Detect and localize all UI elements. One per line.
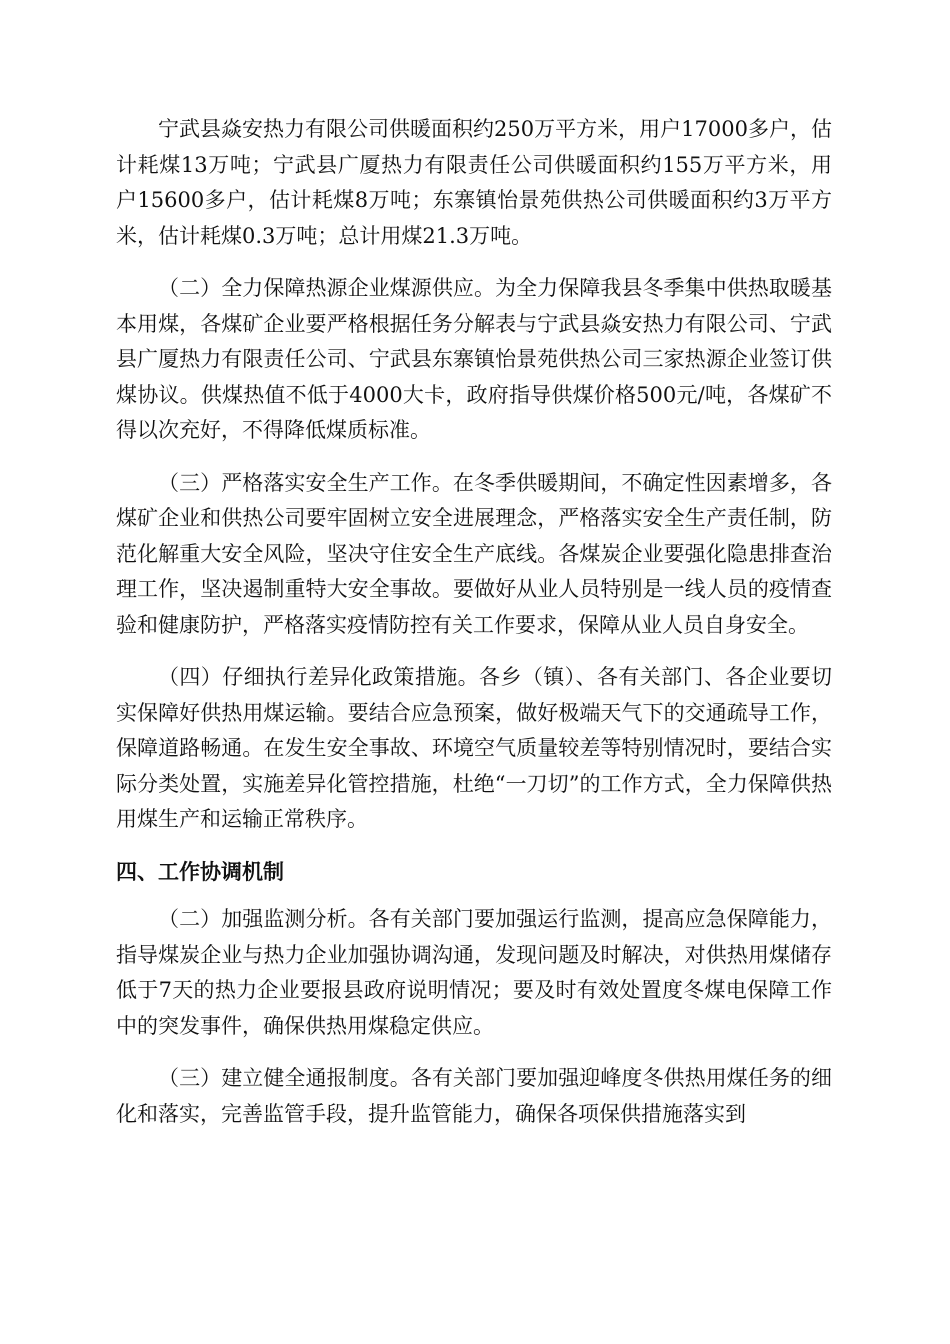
- document-body: [116, 112, 832, 1132]
- paragraph-coal-source-supply: （二）全力保障热源企业煤源供应。为全力保障我县冬季集中供热取暖基本用煤，各煤矿企业要严格根据任务分解表与宁武县焱安热力有限公司、宁武县广厦热力有限责任公司、宁武县东寨镇怡景苑供热公司三家热源企业签订供煤协议。供煤热值不低于4000大卡，政府指导供煤价格500元/吨，各煤矿不得以次充好，不得降低煤质标准。: [116, 276, 832, 442]
- paragraph-heating-coal-estimate: 宁武县焱安热力有限公司供暖面积约250万平方米，用户17000多户，估计耗煤13万吨；宁武县广厦热力有限责任公司供暖面积约155万平方米，用户15600多户，估计耗煤8万吨；东寨镇怡景苑供热公司供暖面积约3万平方米，估计耗煤0.3万吨；总计用煤21.3万吨。: [116, 117, 832, 248]
- paragraph-differentiated-policy: （四）仔细执行差异化政策措施。各乡（镇）、各有关部门、各企业要切实保障好供热用煤运输。要结合应急预案，做好极端天气下的交通疏导工作，保障道路畅通。在发生安全事故、环境空气质量较差等特别情况时，要结合实际分类处置，实施差异化管控措施，杜绝“一刀切”的工作方式，全力保障供热用煤生产和运输正常秩序。: [116, 665, 832, 831]
- section-heading-coordination: 四、工作协调机制: [116, 859, 284, 884]
- paragraph-monitoring-analysis: （二）加强监测分析。各有关部门要加强运行监测，提高应急保障能力，指导煤炭企业与热力企业加强协调沟通，发现问题及时解决，对供热用煤储存低于7天的热力企业要报县政府说明情况；要及时有效处置度冬煤电保障工作中的突发事件，确保供热用煤稳定供应。: [116, 907, 832, 1038]
- paragraph-reporting-system: （三）建立健全通报制度。各有关部门要加强迎峰度冬供热用煤任务的细化和落实，完善监管手段，提升监管能力，确保各项保供措施落实到: [116, 1066, 832, 1126]
- paragraph-safety-production: （三）严格落实安全生产工作。在冬季供暖期间，不确定性因素增多，各煤矿企业和供热公司要牢固树立安全进展理念，严格落实安全生产责任制，防范化解重大安全风险，坚决守住安全生产底线。各煤炭企业要强化隐患排查治理工作，坚决遏制重特大安全事故。要做好从业人员特别是一线人员的疫情查验和健康防护，严格落实疫情防控有关工作要求，保障从业人员自身安全。: [116, 470, 832, 637]
